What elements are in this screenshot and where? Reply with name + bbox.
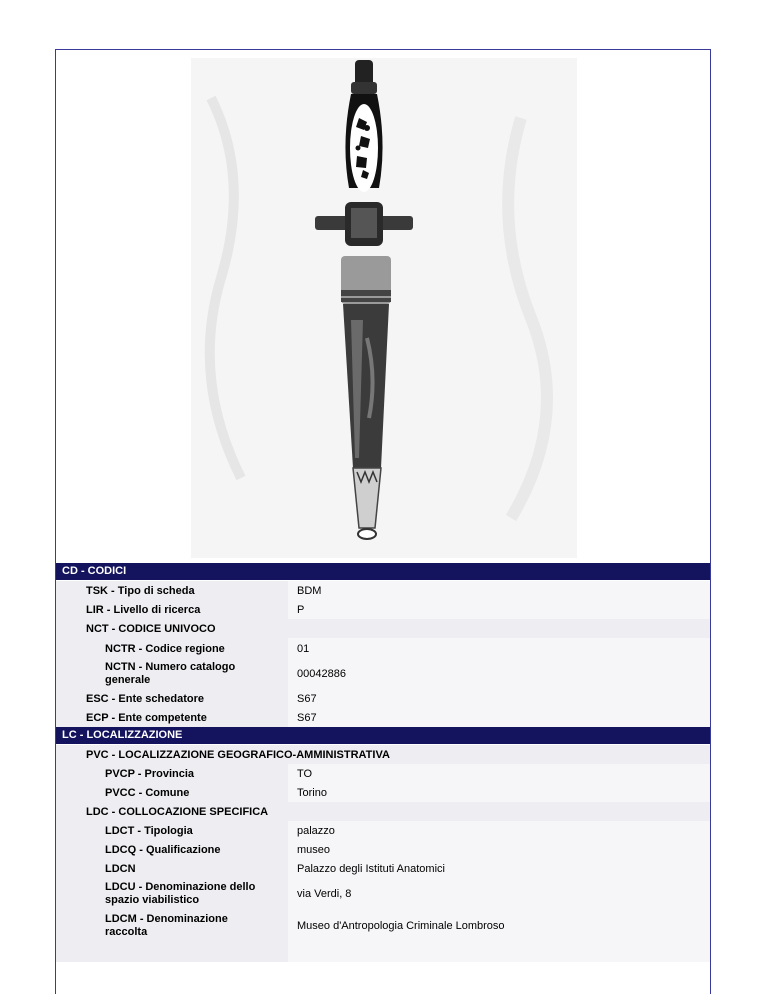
row-value: Torino <box>288 783 710 802</box>
row-value: 01 <box>288 638 710 659</box>
row-empty <box>56 942 710 963</box>
row-label: LDCN <box>56 859 288 878</box>
row-ldc <box>56 802 710 822</box>
row-value: Museo d'Antropologia Criminale Lombroso <box>288 910 710 942</box>
row-label: ESC - Ente schedatore <box>56 689 288 708</box>
row-label: PVCP - Provincia <box>56 764 288 783</box>
row-nctr <box>56 638 710 660</box>
row-ldct <box>56 821 710 841</box>
row-label-line: LDCU - Denominazione dello <box>105 881 256 893</box>
row-label-line: raccolta <box>105 926 148 938</box>
row-label <box>56 910 288 942</box>
row-ldcm <box>56 910 710 943</box>
row-label: LDCT - Tipologia <box>56 821 288 840</box>
row-label: LIR - Livello di ricerca <box>56 600 288 619</box>
record-frame <box>55 49 711 994</box>
row-pvcp <box>56 764 710 784</box>
row-value: palazzo <box>288 821 710 840</box>
row-nct <box>56 619 710 639</box>
row-ldcn <box>56 859 710 879</box>
row-label-line: spazio viabilistico <box>105 894 200 906</box>
row-label: NCTR - Codice regione <box>56 638 288 659</box>
row-pvcc <box>56 783 710 803</box>
row-label: NCT - CODICE UNIVOCO <box>56 619 710 638</box>
dagger-image <box>191 58 577 558</box>
row-label <box>56 659 288 689</box>
row-label: LDCQ - Qualificazione <box>56 840 288 859</box>
row-label-line: LDCM - Denominazione <box>105 913 228 925</box>
row-label <box>56 942 288 962</box>
row-value: museo <box>288 840 710 859</box>
row-value: S67 <box>288 689 710 708</box>
section-header-lc: LC - LOCALIZZAZIONE <box>56 727 710 744</box>
row-label: PVC - LOCALIZZAZIONE GEOGRAFICO-AMMINISTRATIVA <box>56 745 710 764</box>
row-label: PVCC - Comune <box>56 783 288 802</box>
row-lir <box>56 600 710 620</box>
row-value: via Verdi, 8 <box>288 878 710 910</box>
row-ecp <box>56 708 710 728</box>
row-label: TSK - Tipo di scheda <box>56 581 288 600</box>
row-label: LDC - COLLOCAZIONE SPECIFICA <box>56 802 710 821</box>
row-nctn <box>56 659 710 690</box>
dagger-photo <box>191 58 577 558</box>
section-header-cd: CD - CODICI <box>56 563 710 580</box>
row-value: Palazzo degli Istituti Anatomici <box>288 859 710 878</box>
row-label-line: NCTN - Numero catalogo <box>105 661 236 673</box>
row-ldcu <box>56 878 710 911</box>
row-esc <box>56 689 710 709</box>
row-value <box>288 942 710 962</box>
row-label: ECP - Ente competente <box>56 708 288 727</box>
row-label <box>56 878 288 910</box>
row-value: P <box>288 600 710 619</box>
row-value: BDM <box>288 581 710 600</box>
row-label-line: generale <box>105 674 151 686</box>
row-tsk <box>56 581 710 601</box>
row-pvc <box>56 745 710 765</box>
row-value: 00042886 <box>288 659 710 689</box>
row-ldcq <box>56 840 710 860</box>
row-value: TO <box>288 764 710 783</box>
row-value: S67 <box>288 708 710 727</box>
